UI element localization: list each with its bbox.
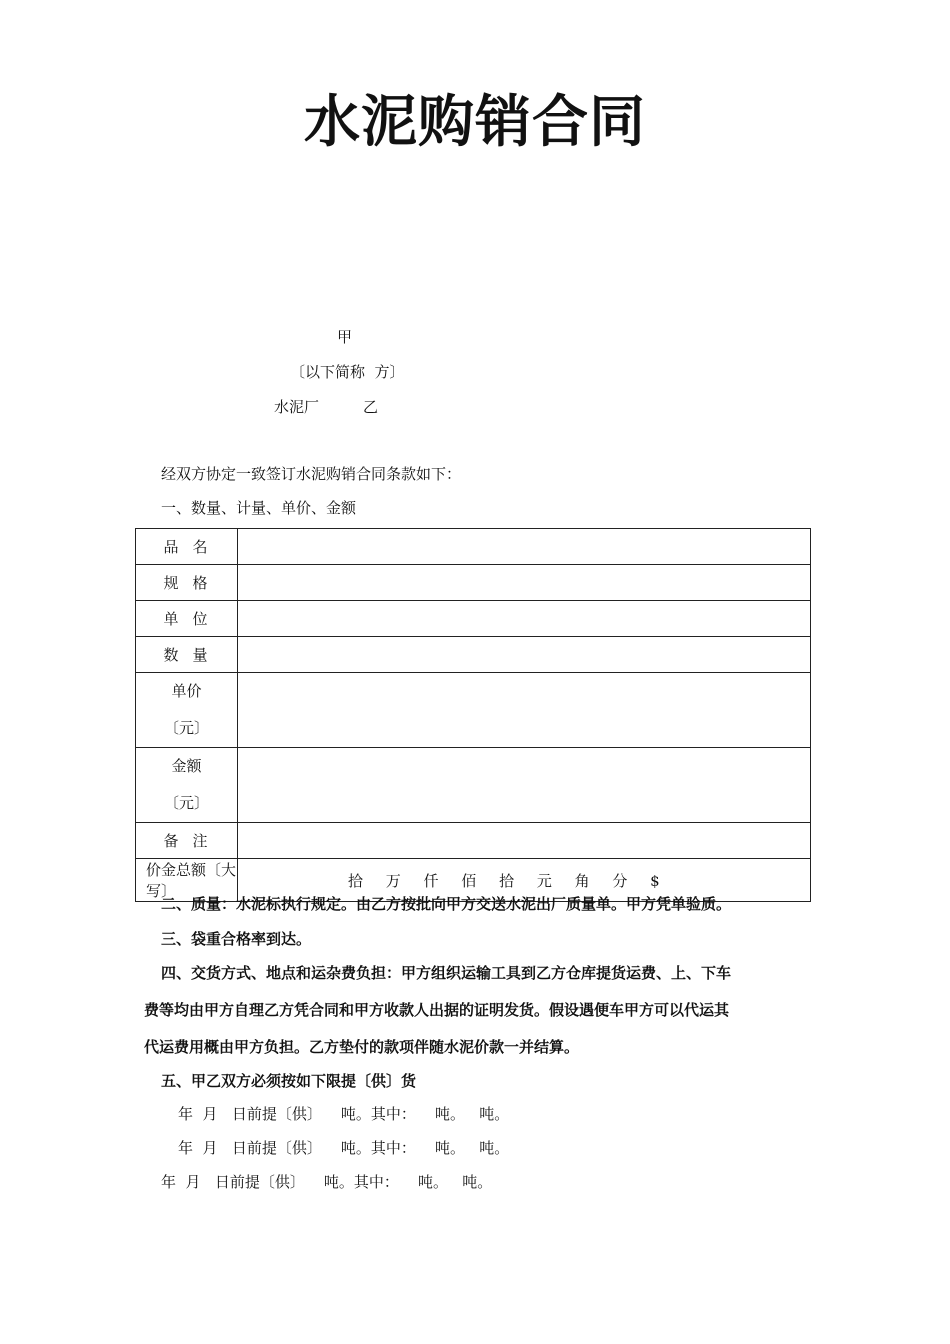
section-1-heading: 一、数量、计量、单价、金额	[161, 499, 357, 517]
row-label-unit: 单位	[136, 601, 238, 637]
party-abbreviation: 〔以下简称 方〕	[290, 363, 405, 381]
row-value-cell	[238, 529, 811, 565]
row-value-cell	[238, 673, 811, 748]
party-jia: 甲	[337, 328, 353, 346]
table-row	[136, 529, 811, 565]
row-value-cell	[238, 823, 811, 859]
row-value-cell	[238, 565, 811, 601]
section-4-line-2: 费等均由甲方自理乙方凭合同和甲方收款人出据的证明发货。假设遇便车甲方可以代运其	[144, 1001, 730, 1019]
label-line: 金额	[171, 757, 202, 775]
total-amount-label: 价金总额〔大写〕	[136, 859, 238, 902]
row-value-cell	[238, 748, 811, 823]
section-5-heading: 五、甲乙双方必须按如下限提〔供〕货	[161, 1072, 417, 1090]
table-row	[136, 565, 811, 601]
delivery-line: 年 月 日前提〔供〕 吨。其中： 吨。 吨。	[178, 1105, 510, 1123]
spec-table	[135, 528, 811, 902]
row-value-cell	[238, 601, 811, 637]
row-label-name: 品名	[136, 529, 238, 565]
row-value-cell	[238, 637, 811, 673]
table-row	[136, 637, 811, 673]
section-2-quality: 二、质量：水泥标执行规定。由乙方按批向甲方交送水泥出厂质量单。甲方凭单验质。	[161, 895, 732, 913]
label-line: 〔元〕	[163, 719, 209, 737]
label-line: 〔元〕	[163, 794, 209, 812]
row-label-amount	[136, 748, 238, 823]
section-4-line-1: 四、交货方式、地点和运杂费负担：甲方组织运输工具到乙方仓库提货运费、上、下车	[161, 964, 732, 982]
row-label-spec: 规格	[136, 565, 238, 601]
label-line: 单价	[171, 682, 202, 700]
party-factory: 水泥厂	[274, 398, 320, 416]
row-label-quantity: 数量	[136, 637, 238, 673]
table-row	[136, 601, 811, 637]
section-4-line-3: 代运费用概由甲方负担。乙方垫付的款项伴随水泥价款一并结算。	[144, 1038, 580, 1056]
row-label-unit-price	[136, 673, 238, 748]
delivery-line: 年 月 日前提〔供〕 吨。其中： 吨。 吨。	[161, 1173, 493, 1191]
delivery-line: 年 月 日前提〔供〕 吨。其中： 吨。 吨。	[178, 1139, 510, 1157]
section-3-bag-weight: 三、袋重合格率到达。	[161, 930, 312, 948]
document-title: 水泥购销合同	[304, 90, 646, 155]
intro-text: 经双方协定一致签订水泥购销合同条款如下：	[161, 465, 462, 483]
party-yi: 乙	[363, 398, 379, 416]
table-row	[136, 748, 811, 823]
table-row	[136, 823, 811, 859]
row-label-remarks: 备注	[136, 823, 238, 859]
total-amount-value: 拾 万 仟 佰 拾 元 角 分 $	[238, 859, 811, 902]
table-row	[136, 673, 811, 748]
